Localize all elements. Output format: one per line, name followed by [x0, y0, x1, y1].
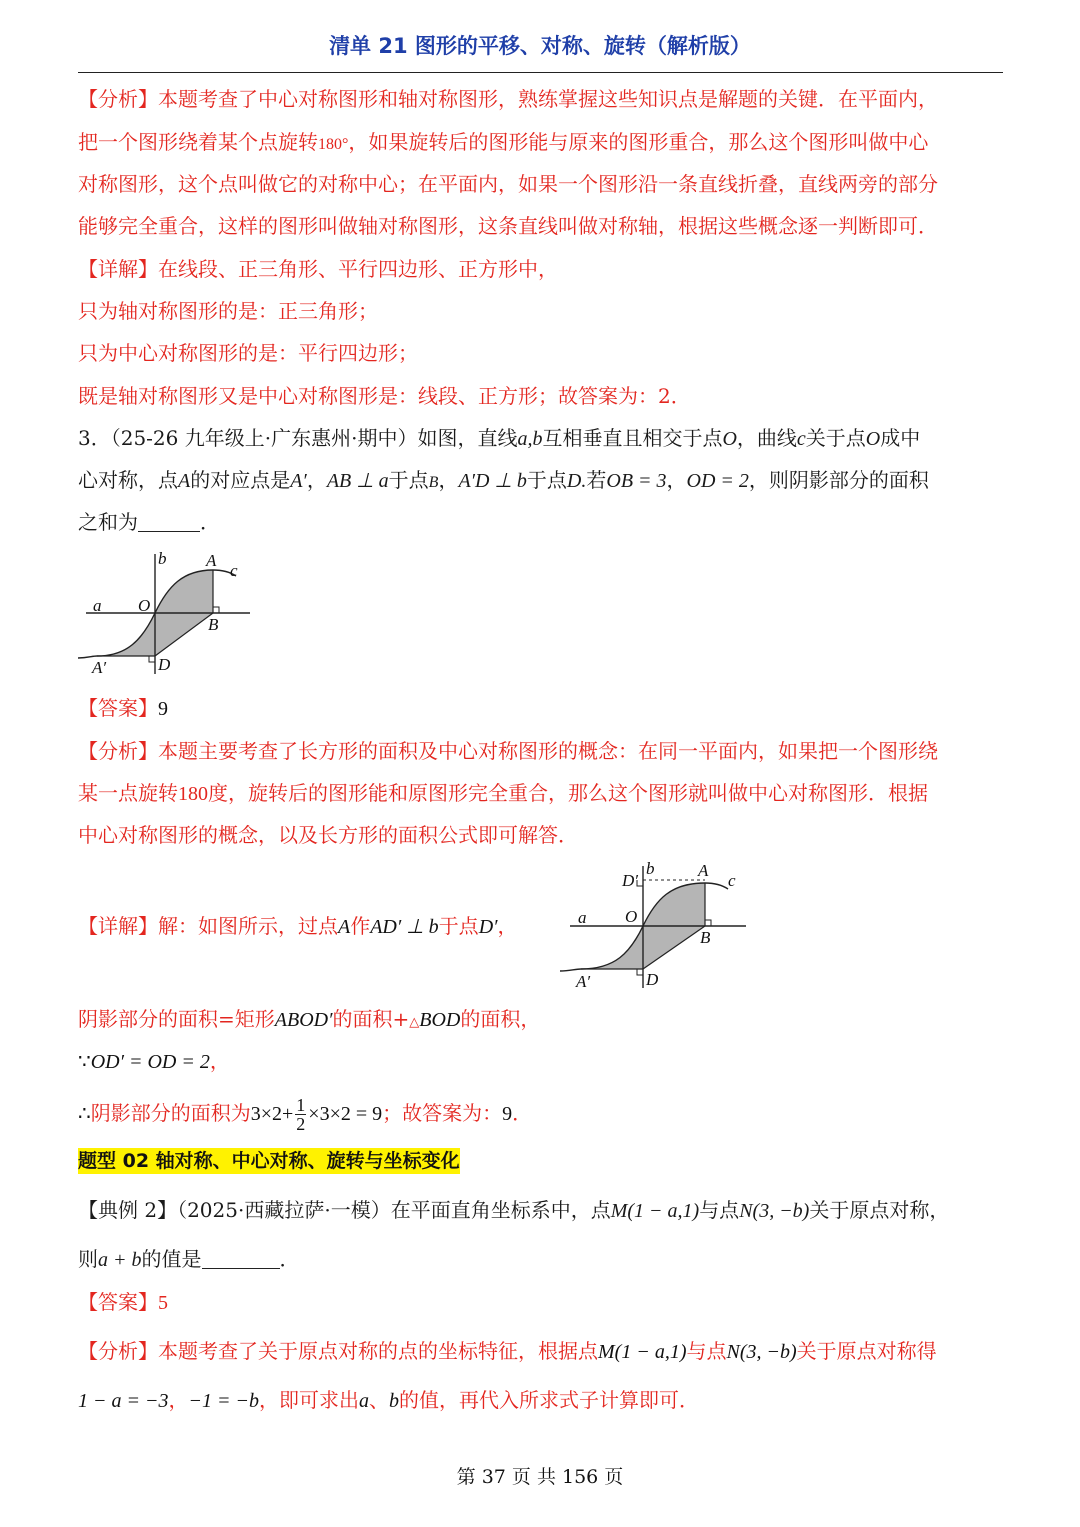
analysis-line-2: [78, 128, 1003, 159]
text: ；故答案为：: [382, 1101, 503, 1125]
triangle-symbol: △: [409, 1015, 420, 1030]
label-Dp: D′: [622, 871, 638, 890]
text: ，: [306, 468, 327, 492]
label-A: A: [206, 551, 217, 570]
text: ，: [666, 468, 687, 492]
math: M(1 − a,1): [610, 1200, 700, 1222]
text: 的值，再代入所求式子计算即可．: [399, 1388, 699, 1412]
analysis-2-line-1: [78, 1337, 1003, 1366]
analysis-3-line-1: 【分析】本题主要考查了长方形的面积及中心对称图形的概念：在同一平面内，如果把一个图形绕: [78, 739, 938, 763]
text: 关于原点对称得: [796, 1339, 937, 1363]
analysis-line-3: 对称图形，这个点叫做它的对称中心；在平面内，如果一个图形沿一条直线折叠，直线两旁的部分: [78, 172, 938, 196]
right-angle-mark: [705, 920, 711, 926]
text: 的对应点是: [190, 468, 291, 492]
text: 【分析】本题考查了关于原点对称的点的坐标特征，根据点: [78, 1339, 598, 1363]
text: 与点: [686, 1339, 727, 1363]
label-Ap: A′: [576, 972, 591, 991]
answer-label: 【答案】: [78, 696, 158, 720]
text: 与点: [699, 1198, 740, 1222]
example-2-line-2: [78, 1245, 1003, 1274]
fraction-one-half: [295, 1096, 306, 1133]
math: c: [796, 428, 806, 450]
math: O: [865, 428, 881, 450]
text: 于点: [438, 914, 479, 938]
math: O: [722, 428, 737, 450]
math: AD′ ⊥ b: [370, 916, 439, 938]
angle-180: 180°: [318, 136, 349, 153]
text: 关于点: [805, 426, 866, 450]
text: 3．（25-26 九年级上·广东惠州·期中）如图，直线: [78, 426, 518, 450]
detail-line-2: 只为轴对称图形的是：正三角形；: [78, 299, 378, 323]
math: ABOD′: [274, 1009, 333, 1031]
label-c: c: [230, 561, 238, 580]
analysis-line-1: 【分析】本题考查了中心对称图形和轴对称图形，熟练掌握这些知识点是解题的关键．在平面内，: [78, 87, 938, 111]
text: ，: [168, 1388, 189, 1412]
text: 度，旋转后的图形能和原图形完全重合，那么这个图形就叫做中心对称图形．根据: [208, 781, 928, 805]
text: 成中: [880, 426, 921, 450]
label-a: a: [578, 908, 587, 927]
math: N(3, −b): [726, 1341, 797, 1363]
math: a + b: [98, 1249, 142, 1271]
section-heading: [78, 1146, 1003, 1175]
text: 某一点旋转: [78, 781, 178, 805]
label-b: b: [646, 859, 655, 878]
text: 阴影部分的面积: [78, 1007, 218, 1031]
page-footer: 第 37 页 共 156 页: [456, 1466, 624, 1488]
example-2-line-1: [78, 1196, 1003, 1225]
text: 【典例 2】（2025·西藏拉萨·一模）在平面直角坐标系中，点: [78, 1198, 611, 1222]
right-angle-mark: [637, 969, 643, 975]
detail-line-4: 既是轴对称图形又是中心对称图形是：线段、正方形；故答案为：2．: [78, 384, 691, 408]
answer-blank: [138, 511, 200, 532]
text: 矩形: [234, 1007, 275, 1031]
math: D.: [566, 470, 587, 492]
math: b: [389, 1390, 399, 1412]
text: ，即可求出: [259, 1388, 359, 1412]
text: 之和为: [78, 510, 138, 534]
answer-value: 9: [158, 698, 168, 720]
math: A′D ⊥ b: [458, 470, 527, 492]
question-3-line-1: [78, 424, 1003, 453]
math: a,b: [517, 428, 543, 450]
text: 关于原点对称，: [809, 1198, 950, 1222]
page-header-title: 清单 21 图形的平移、对称、旋转（解析版）: [329, 34, 751, 58]
detail-3-line: [78, 912, 548, 941]
analysis-2-line-2: [78, 1386, 1003, 1415]
answer-3: [78, 694, 1003, 723]
text: 的面积: [332, 1007, 393, 1031]
math: OB = 3: [606, 470, 667, 492]
math: 180: [178, 783, 208, 805]
text: ．: [279, 1247, 300, 1271]
math: M(1 − a,1): [598, 1341, 687, 1363]
detail-line-1: 【详解】在线段、正三角形、平行四边形、正方形中，: [78, 257, 558, 281]
denominator: 2: [296, 1114, 306, 1134]
label-D: D: [646, 970, 659, 989]
label-B: B: [700, 928, 711, 947]
answer-2: [78, 1288, 1003, 1317]
calc-line-3: [78, 1091, 1003, 1136]
analysis-line-4: 能够完全重合，这样的图形叫做轴对称图形，这条直线叫做对称轴，根据这些概念逐一判断即可．: [78, 214, 938, 238]
label-Ap: A′: [92, 658, 107, 677]
label-B: B: [208, 615, 219, 634]
text: 把一个图形绕着某个点旋转: [78, 130, 318, 154]
text: =: [218, 1007, 235, 1031]
detail-line-3: 只为中心对称图形的是：平行四边形；: [78, 341, 418, 365]
text: ，曲线: [736, 426, 797, 450]
math: 1 − a = −3: [78, 1390, 169, 1412]
figure-1-diagram: [78, 546, 258, 678]
text: ，: [497, 914, 518, 938]
numerator: 1: [296, 1095, 306, 1115]
label-D: D: [158, 655, 171, 674]
right-angle-mark: [149, 656, 155, 662]
text: 于点: [526, 468, 567, 492]
label-A: A: [698, 861, 709, 880]
math: A: [178, 470, 191, 492]
math: N(3, −b): [739, 1200, 810, 1222]
header-divider: [78, 72, 1003, 73]
text: 互相垂直且相交于点: [542, 426, 723, 450]
analysis-3-line-3: 中心对称图形的概念，以及长方形的面积公式即可解答．: [78, 823, 578, 847]
text: ．: [512, 1101, 533, 1125]
answer-blank: [202, 1248, 280, 1269]
calc-line-2: [78, 1047, 1003, 1076]
figure-2-diagram: [560, 856, 760, 992]
answer-label: 【答案】: [78, 1290, 158, 1314]
text: +: [392, 1007, 410, 1031]
math: AB ⊥ a: [326, 470, 389, 492]
math: A: [338, 916, 351, 938]
text: 心对称，点: [78, 468, 178, 492]
text: 阴影部分的面积为: [90, 1101, 251, 1125]
math: A′: [290, 470, 307, 492]
calc-line-1: [78, 1005, 1003, 1037]
math: D′: [478, 916, 498, 938]
question-3-line-2: [78, 466, 1003, 497]
text: 若: [586, 468, 607, 492]
right-angle-mark: [213, 607, 219, 613]
label-O: O: [138, 596, 151, 615]
answer-value: 5: [158, 1292, 168, 1314]
section-heading-text: 题型 02 轴对称、中心对称、旋转与坐标变化: [78, 1150, 460, 1172]
math: 9: [502, 1103, 513, 1125]
math: B: [428, 474, 439, 491]
because-symbol: ∵: [78, 1051, 91, 1073]
math: ×3×2 = 9: [308, 1103, 383, 1125]
text: 的值是: [141, 1247, 202, 1271]
text: ，则阴影部分的面积: [748, 468, 929, 492]
text: ，: [438, 468, 459, 492]
text: 的面积，: [460, 1007, 541, 1031]
text: 作: [350, 914, 371, 938]
text: 【详解】解：如图所示，过点: [78, 914, 338, 938]
therefore-symbol: ∴: [78, 1103, 91, 1125]
text: 、: [369, 1388, 389, 1412]
text: 于点: [388, 468, 429, 492]
text: ，: [209, 1049, 230, 1073]
label-b: b: [158, 549, 167, 568]
math: OD′ = OD = 2: [90, 1051, 210, 1073]
text: 则: [78, 1247, 98, 1271]
text: ，如果旋转后的图形能与原来的图形重合，那么这个图形叫做中心: [348, 130, 929, 154]
label-a: a: [93, 596, 102, 615]
question-3-line-3: [78, 508, 1003, 536]
math: a: [359, 1390, 369, 1412]
label-O: O: [625, 907, 638, 926]
math: BOD: [419, 1009, 461, 1031]
analysis-3-line-2: [78, 779, 1003, 808]
text: ．: [200, 510, 220, 534]
math: OD = 2: [686, 470, 749, 492]
label-c: c: [728, 871, 736, 890]
math: −1 = −b: [188, 1390, 259, 1412]
math: 3×2+: [250, 1103, 294, 1125]
